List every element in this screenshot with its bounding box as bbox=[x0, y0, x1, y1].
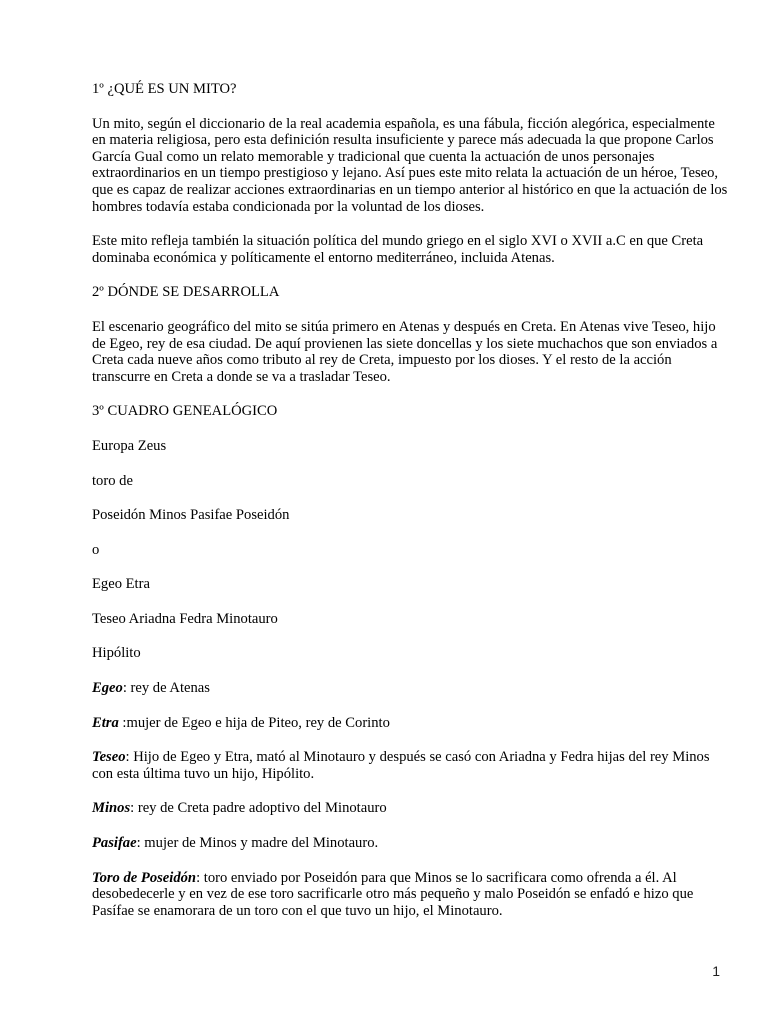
genealogy-line: Egeo Etra bbox=[92, 576, 150, 593]
paragraph-political-context: Este mito refleja también la situación política del mundo griego en el siglo XVI o XVII a.C en que Creta dominaba económica y políticamente el entorno mediterráneo, incluida Atenas. bbox=[92, 233, 704, 266]
section-heading-what-is-myth: 1º ¿QUÉ ES UN MITO? bbox=[92, 81, 237, 97]
genealogy-line: toro de bbox=[92, 472, 133, 489]
definition-text: : toro enviado por Poseidón para que Minos se lo sacrificara como ofrenda a él. Al desobedecerle y en vez de ese toro sacrificarle otro más pequeño y malo Poseidón se enfadó e hizo que Pasífae se enamorara de un toro con el que tuvo un hijo, el Minotauro. bbox=[92, 869, 694, 919]
genealogy-line: o bbox=[92, 541, 100, 558]
definition-minos bbox=[92, 800, 732, 817]
paragraph-myth-definition: Un mito, según el diccionario de la real academia española, es una fábula, ficción alegórica, especialmente en materia religiosa, pero esta definición resulta insuficiente y parece más adecuada la que propone Carlos García Gual como un relato memorable y tradicional que cuenta la actuación de unos personajes extraordinarios en un tiempo prestigioso y lejano. Así pues este mito relata la actuación de un héroe, Teseo, que es capaz de realizar acciones extraordinarias en un tiempo anterior al histórico en que la actuación de los hombres todavía estaba condicionada por la voluntad de los dioses. bbox=[92, 115, 728, 215]
definition-text: :mujer de Egeo e hija de Piteo, rey de Corinto bbox=[118, 714, 390, 731]
definition-term: Etra bbox=[92, 714, 119, 731]
definition-text: : rey de Atenas bbox=[122, 680, 210, 697]
definition-egeo bbox=[92, 680, 732, 697]
genealogy-line: Teseo Ariadna Fedra Minotauro bbox=[92, 610, 278, 627]
genealogy-line: Europa Zeus bbox=[92, 437, 167, 454]
section-heading-where: 2º DÓNDE SE DESARROLLA bbox=[92, 284, 280, 301]
definition-etra bbox=[92, 715, 732, 732]
genealogy-line: Poseidón Minos Pasifae Poseidón bbox=[92, 507, 290, 524]
definition-teseo bbox=[92, 749, 732, 782]
genealogy-line: Hipólito bbox=[92, 645, 141, 662]
definition-pasifae bbox=[92, 835, 732, 852]
definition-term: Pasifae bbox=[92, 835, 137, 852]
page-number: 1 bbox=[712, 963, 720, 979]
definition-term: Minos bbox=[92, 800, 131, 817]
definition-term: Toro de Poseidón bbox=[92, 869, 197, 886]
definition-toro-de-poseidon bbox=[92, 870, 732, 920]
definition-text: : Hijo de Egeo y Etra, mató al Minotauro y después se casó con Ariadna y Fedra hijas del rey Minos con esta última tuvo un hijo, Hipólito. bbox=[92, 749, 710, 782]
document-body bbox=[92, 81, 732, 937]
definition-text: : rey de Creta padre adoptivo del Minotauro bbox=[130, 800, 387, 817]
definition-term: Egeo bbox=[92, 680, 123, 697]
section-heading-genealogy: 3º CUADRO GENEALÓGICO bbox=[92, 403, 278, 420]
definition-term: Teseo bbox=[92, 749, 126, 766]
definition-text: : mujer de Minos y madre del Minotauro. bbox=[136, 835, 379, 852]
paragraph-setting: El escenario geográfico del mito se sitúa primero en Atenas y después en Creta. En Atenas vive Teseo, hijo de Egeo, rey de esa ciudad. De aquí provienen las siete doncellas y los siete muchachos que son enviados a Creta cada nueve años como tributo al rey de Creta, impuesto por los dioses. Y el resto de la acción transcurre en Creta a donde se va a trasladar Teseo. bbox=[92, 318, 718, 385]
